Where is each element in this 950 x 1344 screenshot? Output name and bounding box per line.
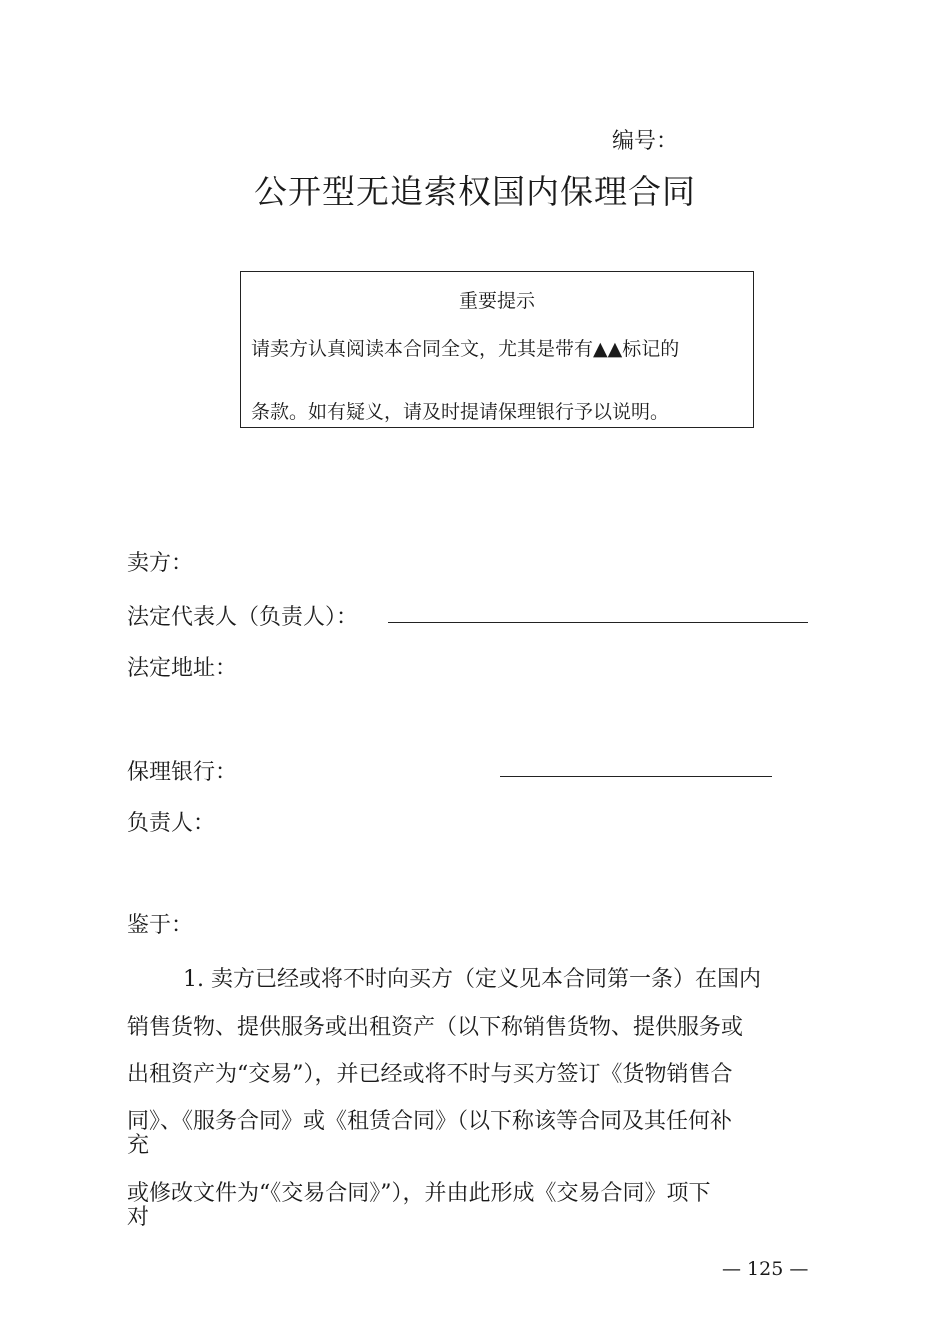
body-line-3: 出租资产为“交易”），并已经或将不时与买方签订《货物销售合 [127,1062,733,1087]
legal-representative-blank [388,622,808,623]
legal-representative-label: 法定代表人（负责人）： [127,605,359,630]
body-line-2: 销售货物、提供服务或出租资产（以下称销售货物、提供服务或 [127,1015,744,1040]
body-line-7: 对 [127,1205,150,1230]
seller-label: 卖方： [127,551,194,576]
notice-line-2: 条款。如有疑义，请及时提请保理银行予以说明。 [251,401,670,423]
body-line-4: 同》、《服务合同》或《租赁合同》（以下称该等合同及其任何补 [127,1109,733,1134]
notice-heading: 重要提示 [458,290,535,312]
body-line-6: 或修改文件为“《交易合同》”），并由此形成《交易合同》项下 [127,1181,711,1206]
whereas-heading: 鉴于： [127,913,194,938]
factoring-bank-label: 保理银行： [127,760,238,785]
important-notice-box [240,271,754,428]
factoring-bank-blank [500,776,772,777]
notice-line-1: 请卖方认真阅读本合同全文，尤其是带有▲▲标记的 [251,338,680,360]
body-line-5: 充 [127,1133,150,1158]
legal-address-label: 法定地址： [127,656,238,681]
body-line-1: 1. 卖方已经或将不时向买方（定义见本合同第一条）在国内 [183,967,761,992]
bank-officer-label: 负责人： [127,811,216,836]
document-number-label: 编号： [612,129,679,154]
contract-title: 公开型无追索权国内保理合同 [254,172,696,211]
page-number: — 125 — [722,1258,809,1280]
